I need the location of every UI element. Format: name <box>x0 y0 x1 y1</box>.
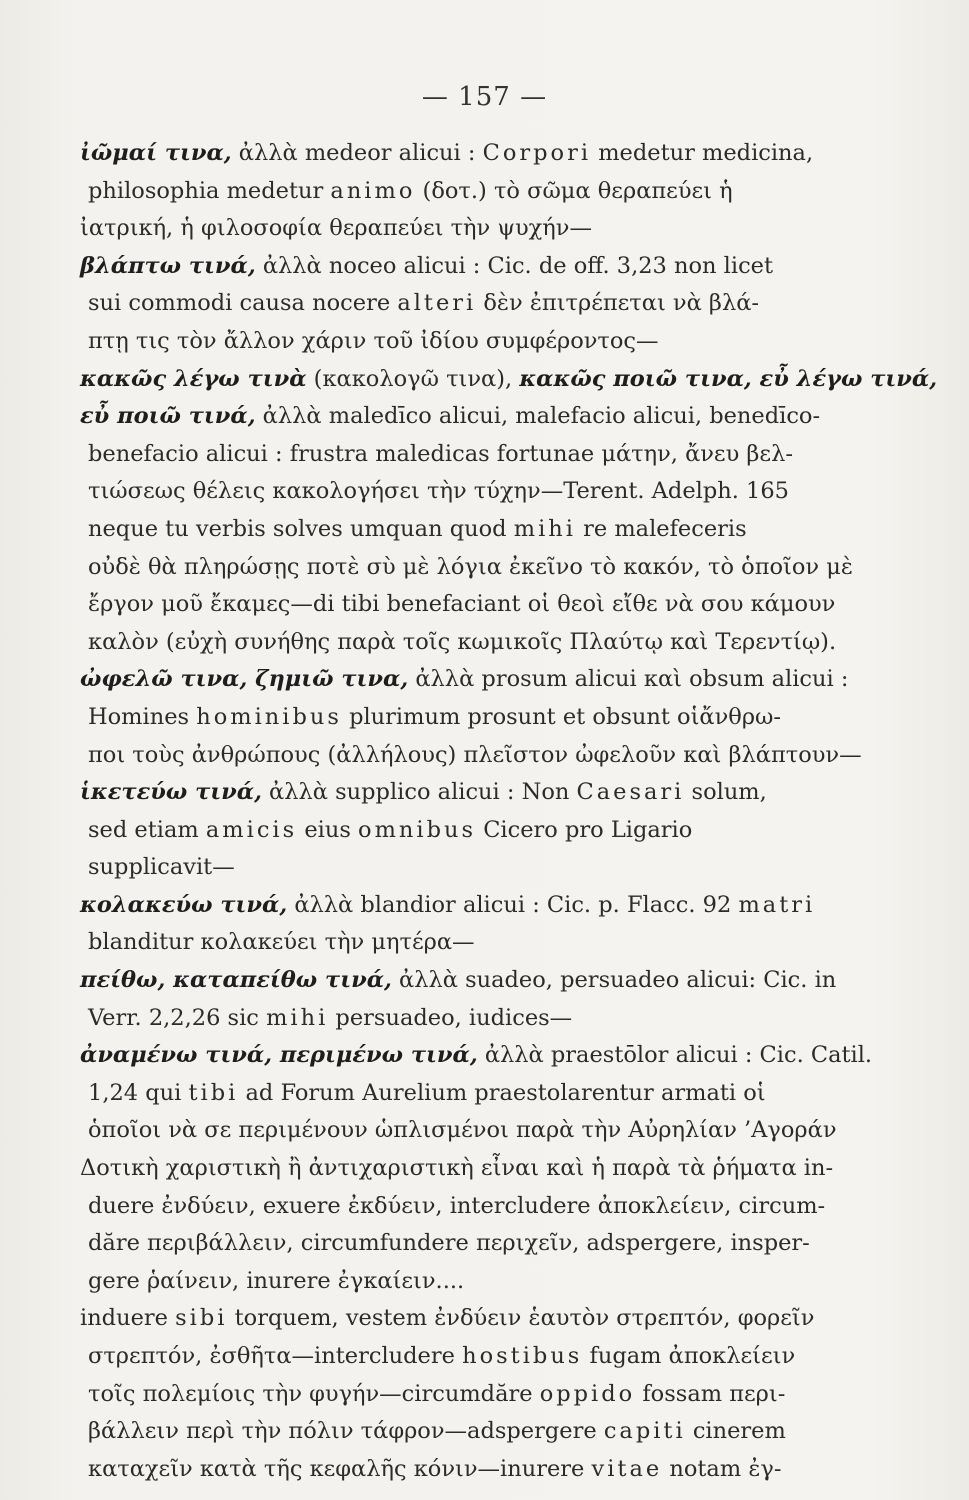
text-line <box>80 962 880 1000</box>
text-run: solum, <box>684 779 767 806</box>
text-line <box>80 849 880 887</box>
text-line <box>80 398 880 436</box>
text-run: sui commodi causa nocere <box>88 290 398 317</box>
page-number: — 157 — <box>421 82 548 112</box>
text-run: induere <box>80 1305 176 1332</box>
text-run: ἀλλὰ noceo alicui : Cic. de off. 3,23 non licet <box>255 252 774 279</box>
text-run: plurimum prosunt et obsunt οἱἄνθρω- <box>341 703 782 730</box>
spaced-word: sibi <box>175 1305 228 1332</box>
text-line <box>80 1112 880 1150</box>
headword: κολακεύω τινά, <box>80 891 288 918</box>
text-run: Verr. 2,2,26 sic <box>88 1004 267 1031</box>
text-run: τιώσεως θέλεις κακολογήσει τὴν τύχην—Terent. Adelph. 165 <box>88 478 789 505</box>
text-line <box>80 624 880 662</box>
text-line <box>80 361 938 399</box>
text-run: ὁποῖοι νὰ σε περιμένουν ὡπλισμένοι παρὰ τὴν Αὐρηλίαν ’Αγοράν <box>88 1117 837 1144</box>
text-run: cinerem <box>685 1418 786 1445</box>
spaced-word: oppido <box>539 1380 636 1407</box>
text-run: fugam ἀποκλείειν <box>582 1343 796 1369</box>
text-run: καταχεῖν κατὰ τῆς κεφαλῆς κόνιν—inurere <box>88 1455 592 1482</box>
text-run: καλὸν (εὐχὴ συνήθης παρὰ τοῖς κωμικοῖς Πλαύτῳ καὶ Τερεντίῳ). <box>88 628 837 655</box>
spaced-word: mihi <box>513 515 576 542</box>
text-run: medetur medicina, <box>591 140 814 166</box>
spaced-word: alteri <box>397 290 477 317</box>
spaced-word: matri <box>738 891 816 918</box>
text-line <box>80 248 880 286</box>
text-line <box>80 1263 880 1301</box>
text-run: Δοτικὴ χαριστικὴ ἢ ἀντιχαριστικὴ εἶναι καὶ ἡ παρὰ τὰ ῥήματα in- <box>80 1155 834 1182</box>
text-line <box>80 586 880 624</box>
text-run: ἀλλὰ prosum alicui καὶ obsum alicui : <box>408 666 849 693</box>
text-run: ἀλλὰ supplico alicui : Non <box>261 779 577 806</box>
text-run: re malefeceris <box>575 515 747 542</box>
text-line <box>80 473 880 511</box>
headword: πείθω, καταπείθω τινά, <box>80 967 392 994</box>
spaced-word: amicis <box>205 816 298 843</box>
text-line <box>80 1037 880 1075</box>
text-line <box>80 661 880 699</box>
text-run: ἰατρική, ἡ φιλοσοφία θεραπεύει τὴν ψυχήν— <box>80 215 592 242</box>
text-run: ποι τοὺς ἀνθρώπους (ἀλλήλους) πλεῖστον ὠφελοῦν καὶ βλάπτουν— <box>88 741 862 768</box>
text-run: gere ῥαίνειν, inurere ἐγκαίειν.... <box>88 1267 465 1294</box>
headword: κακῶς ποιῶ τινα, εὖ λέγω τινά, <box>519 365 938 392</box>
spaced-word: Corpori <box>482 140 592 166</box>
text-run: eius <box>297 816 359 843</box>
spaced-word: hostibus <box>462 1343 583 1369</box>
spaced-word: hominibus <box>196 703 342 730</box>
spaced-word: animo <box>330 177 416 204</box>
text-line <box>80 1188 880 1226</box>
text-line <box>80 135 880 173</box>
text-run: βάλλειν περὶ τὴν πόλιν τάφρον—adspergere <box>88 1418 604 1445</box>
text-run: sed etiam <box>88 816 206 843</box>
text-run: 1,24 qui <box>88 1079 189 1106</box>
headword: εὖ ποιῶ τινά, <box>80 403 256 430</box>
text-line <box>80 323 880 361</box>
text-run: (κακολογῶ τινα), <box>306 365 520 392</box>
spaced-word: tibi <box>188 1079 239 1106</box>
text-run: οὐδὲ θὰ πληρώσῃς ποτὲ σὺ μὲ λόγια ἐκεῖνο τὸ κακόν, τὸ ὁποῖον μὲ <box>88 553 853 580</box>
text-run: στρεπτόν, ἐσθῆτα—intercludere <box>88 1343 463 1369</box>
text-run: ἀλλὰ maledīco alicui, malefacio alicui, benedīco- <box>255 403 821 430</box>
spaced-word: Caesari <box>576 779 685 806</box>
text-line <box>80 1338 880 1376</box>
text-line <box>80 1225 880 1263</box>
text-run: notam ἐγ- <box>662 1455 782 1482</box>
text-line <box>80 210 880 248</box>
text-line <box>80 924 880 962</box>
text-line <box>80 1075 880 1113</box>
text-run: blanditur κολακεύει τὴν μητέρα— <box>88 929 475 956</box>
text-run: ἀλλὰ suadeo, persuadeo alicui: Cic. in <box>391 967 837 994</box>
text-line <box>80 699 880 737</box>
headword: ὠφελῶ τινα, ζημιῶ τινα, <box>80 666 409 693</box>
spaced-word: omnibus <box>358 816 477 843</box>
text-line <box>80 774 880 812</box>
text-line <box>80 1451 880 1489</box>
text-line <box>80 285 880 323</box>
text-line <box>80 887 880 925</box>
text-line <box>80 1300 880 1338</box>
headword: βλάπτω τινά, <box>80 252 256 279</box>
text-run: (δοτ.) τὸ σῶμα θεραπεύει ἡ <box>415 177 733 204</box>
text-run: philosophia medetur <box>88 177 331 204</box>
text-line <box>80 1000 880 1038</box>
text-line <box>80 511 880 549</box>
text-run: δὲν ἐπιτρέπεται νὰ βλά- <box>476 290 760 317</box>
headword: κακῶς λέγω τινὰ <box>80 365 307 392</box>
text-run: πτῃ τις τὸν ἄλλον χάριν τοῦ ἰδίου συμφέροντος— <box>88 327 659 354</box>
text-run: ἀλλὰ medeor alicui : <box>231 140 483 166</box>
headword: ἱκετεύω τινά, <box>80 779 262 806</box>
spaced-word: capiti <box>603 1418 686 1445</box>
text-run: Homines <box>88 703 197 730</box>
text-run: τοῖς πολεμίοις τὴν φυγήν—circumdăre <box>88 1380 540 1407</box>
text-run: ad Forum Aurelium praestolarentur armati οἱ <box>238 1079 766 1106</box>
text-line <box>80 737 880 775</box>
text-line <box>80 812 880 850</box>
text-run: persuadeo, iudices— <box>328 1004 573 1031</box>
text-run: Cicero pro Ligario <box>476 816 693 843</box>
text-line <box>80 549 880 587</box>
text-run: ἀλλὰ praestōlor alicui : Cic. Catil. <box>477 1042 873 1069</box>
text-line <box>80 173 880 211</box>
text-run: torquem, vestem ἐνδύειν ἑαυτὸν στρεπτόν, φορεῖν <box>227 1305 815 1332</box>
text-run: fossam περι- <box>635 1380 786 1407</box>
text-run: ἔργον μοῦ ἔκαμες—di tibi benefaciant οἱ θεοὶ εἴθε νὰ σου κάμουν <box>88 591 836 618</box>
spaced-word: mihi <box>266 1004 329 1031</box>
text-run: dăre περιβάλλειν, circumfundere περιχεῖν, adspergere, insper- <box>88 1230 810 1257</box>
text-line <box>80 1150 880 1188</box>
text-line <box>80 436 880 474</box>
text-run: benefacio alicui : frustra maledicas fortunae μάτην, ἄνευ βελ- <box>88 440 793 467</box>
text-run: ἀλλὰ blandior alicui : Cic. p. Flacc. 92 <box>287 891 739 918</box>
text-line <box>80 1413 880 1451</box>
spaced-word: vitae <box>591 1455 663 1482</box>
headword: ἰῶμαί τινα, <box>80 140 232 166</box>
text-run: neque tu verbis solves umquan quod <box>88 515 514 542</box>
text-run: supplicavit— <box>88 854 235 881</box>
text-line <box>80 1376 880 1414</box>
headword: ἀναμένω τινά, περιμένω τινά, <box>80 1042 478 1069</box>
page-text <box>80 135 938 1488</box>
text-run: duere ἐνδύειν, exuere ἐκδύειν, intercludere ἀποκλείειν, circum- <box>88 1192 826 1219</box>
